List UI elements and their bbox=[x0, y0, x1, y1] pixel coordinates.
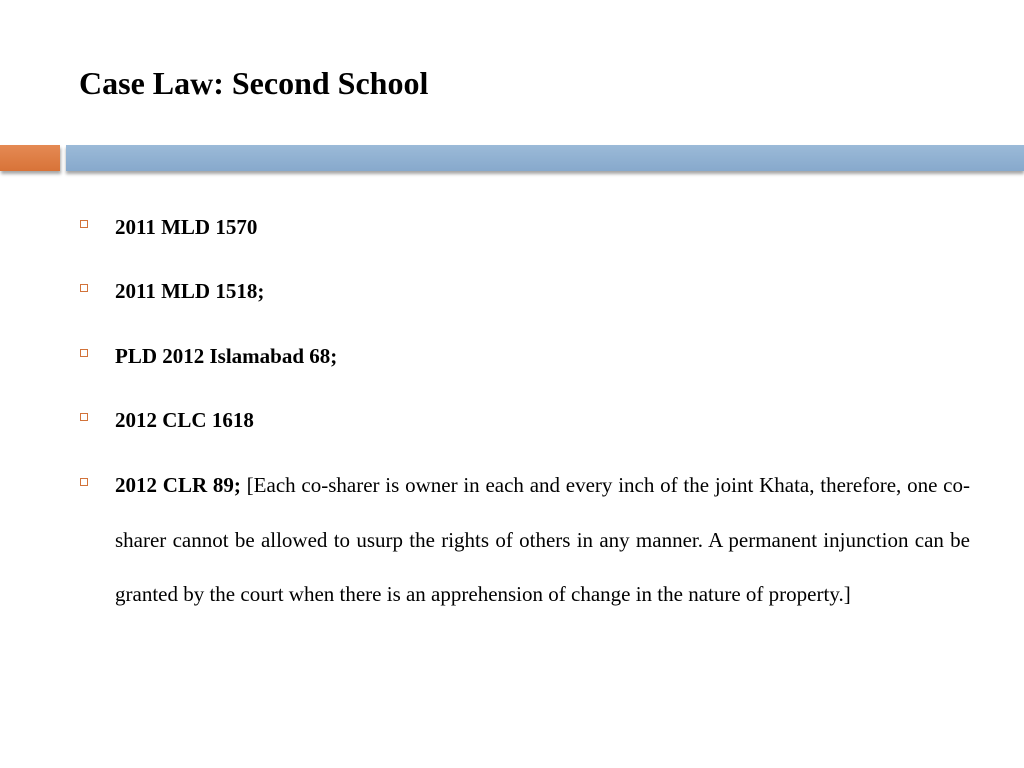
slide-title: Case Law: Second School bbox=[79, 65, 429, 101]
square-bullet-icon bbox=[80, 220, 88, 228]
square-bullet-icon bbox=[80, 478, 88, 486]
case-citation: 2011 MLD 1570 bbox=[115, 215, 258, 239]
case-citation: 2012 CLR 89; bbox=[115, 473, 241, 497]
bullet-text bbox=[115, 277, 970, 305]
square-bullet-icon bbox=[80, 349, 88, 357]
orange-accent-block bbox=[0, 145, 60, 171]
case-citation: PLD 2012 Islamabad 68; bbox=[115, 344, 338, 368]
case-citation: 2011 MLD 1518; bbox=[115, 279, 265, 303]
case-holding-text: [Each co-sharer is owner in each and every inch of the joint Khata, therefore, one co-sharer cannot be allowed to usurp the rights of others in any manner. A permanent injunction can be granted by the court when there is an apprehension of change in the nature of property.] bbox=[115, 473, 970, 606]
bullet-text bbox=[115, 406, 970, 434]
blue-header-band bbox=[66, 145, 1024, 171]
bullet-text bbox=[115, 458, 970, 622]
case-citation: 2012 CLC 1618 bbox=[115, 408, 254, 432]
header-decoration-bar bbox=[0, 143, 1024, 179]
bullet-text bbox=[115, 342, 970, 370]
square-bullet-icon bbox=[80, 413, 88, 421]
square-bullet-icon bbox=[80, 284, 88, 292]
bullet-text bbox=[115, 213, 970, 241]
